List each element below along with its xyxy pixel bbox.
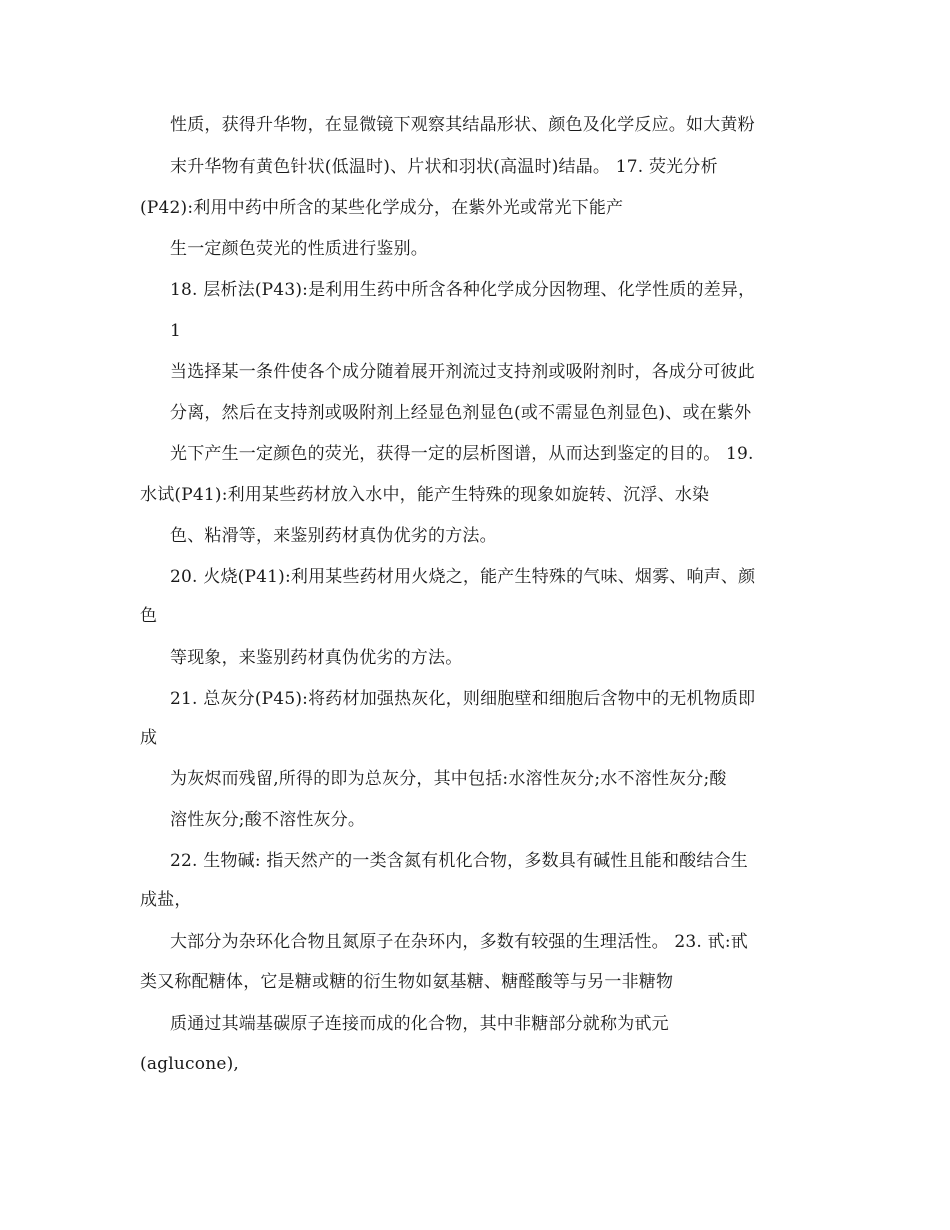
text-line: 等现象，来鉴别药材真伪优劣的方法。 [170,648,463,668]
text-line: 生一定颜色荧光的性质进行鉴别。 [170,239,428,259]
text-line: 22. 生物碱: 指天然产的一类含氮有机化合物，多数具有碱性且能和酸结合生 [170,851,748,871]
text-line: 成盐， [140,890,192,910]
text-line: 色、粘滑等，来鉴别药材真伪优劣的方法。 [170,526,497,546]
text-line: (P42):利用中药中所含的某些化学成分，在紫外光或常光下能产 [140,198,624,218]
text-line: 光下产生一定颜色的荧光，获得一定的层析图谱，从而达到鉴定的目的。 19. [170,444,754,464]
text-line: 末升华物有黄色针状(低温时)、片状和羽状(高温时)结晶。 17. 荧光分析 [170,157,718,177]
text-line: 分离，然后在支持剂或吸附剂上经显色剂显色(或不需显色剂显色)、或在紫外 [170,403,752,423]
text-line: 色 [140,606,158,626]
text-line: 21. 总灰分(P45):将药材加强热灰化，则细胞壁和细胞后含物中的无机物质即 [170,689,756,709]
text-line: 质通过其端基碳原子连接而成的化合物，其中非糖部分就称为甙元 [170,1014,669,1034]
text-line: 当选择某一条件使各个成分随着展开剂流过支持剂或吸附剂时，各成分可彼此 [170,362,755,382]
text-line: 20. 火烧(P41):利用某些药材用火烧之，能产生特殊的气味、烟雾、响声、颜 [170,567,756,587]
text-line: 性质，获得升华物，在显微镜下观察其结晶形状、颜色及化学反应。如大黄粉 [170,115,755,135]
text-line: 成 [140,728,158,748]
page-number: 1 [170,321,182,341]
text-line: 水试(P41):利用某些药材放入水中，能产生特殊的现象如旋转、沉浮、水染 [140,485,710,505]
text-line: 类又称配糖体，它是糖或糖的衍生物如氨基糖、糖醛酸等与另一非糖物 [140,972,674,992]
text-line: (aglucone), [140,1054,240,1074]
text-line: 为灰烬而残留,所得的即为总灰分，其中包括:水溶性灰分;水不溶性灰分;酸 [170,769,727,789]
text-line: 18. 层析法(P43):是利用生药中所含各种化学成分因物理、化学性质的差异， [170,280,756,300]
text-line: 溶性灰分;酸不溶性灰分。 [170,810,366,830]
text-line: 大部分为杂环化合物且氮原子在杂环内，多数有较强的生理活性。 23. 甙:甙 [170,932,748,952]
